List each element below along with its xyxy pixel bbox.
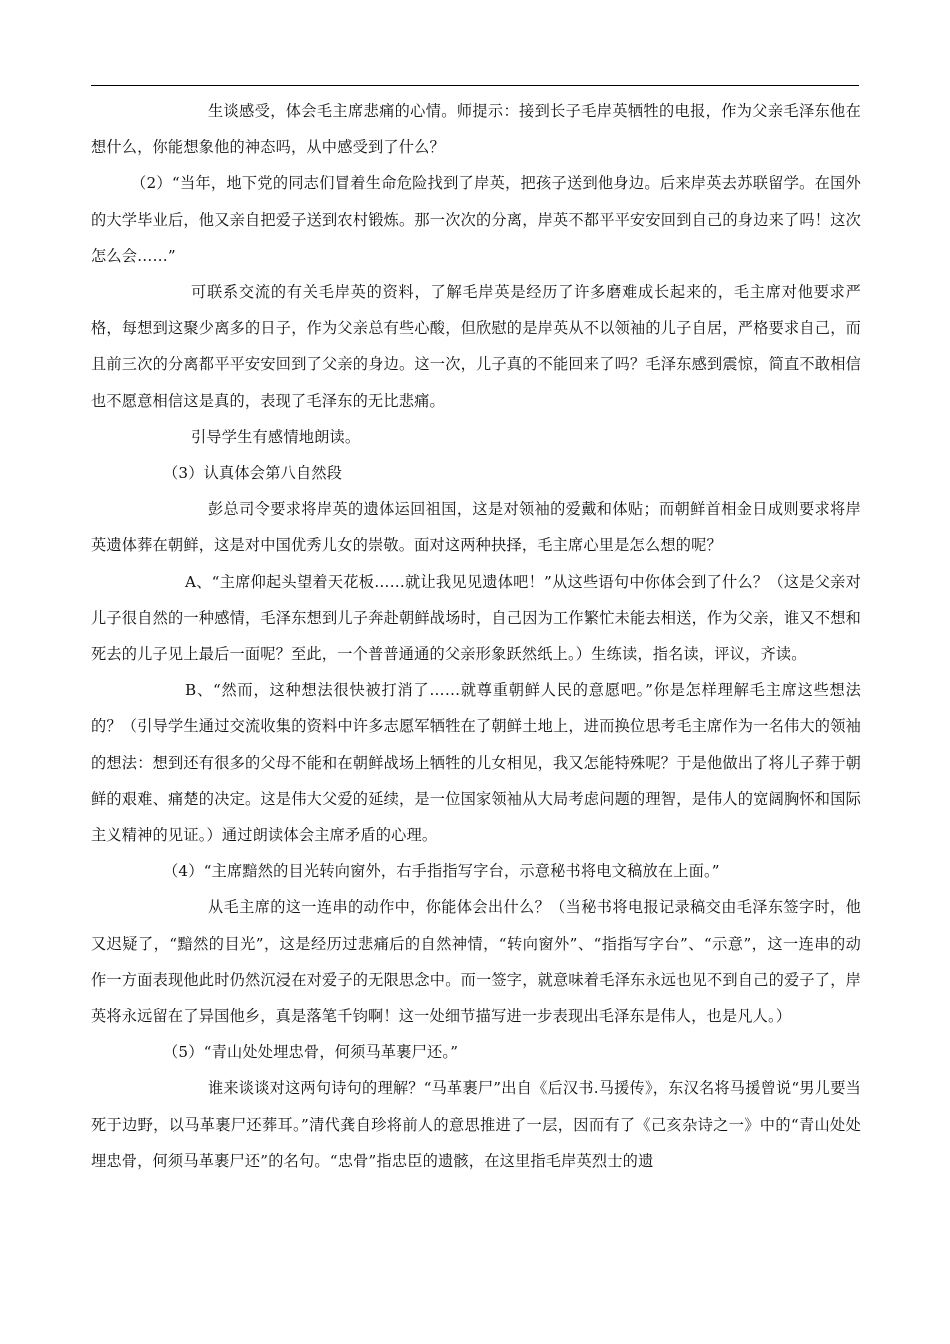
paragraph-student-feelings: 生谈感受，体会毛主席悲痛的心情。师提示：接到长子毛岸英牺牲的电报，作为父亲毛泽东他在想什么，你能想象他的神态吗，从中感受到了什么？ — [91, 102, 861, 157]
document-body — [91, 93, 861, 1179]
header-rule — [91, 85, 859, 86]
paragraph-item-3-heading: （3）认真体会第八自然段 — [163, 464, 343, 483]
paragraph-item-2-quote: （2）“当年，地下党的同志们冒着生命危险找到了岸英，把孩子送到他身边。后来岸英去苏联留学。在国外的大学毕业后，他又亲自把爱子送到农村锻炼。那一次次的分离，岸英不都平平安安回到自己的身边来了吗！这次怎么会……” — [91, 174, 861, 265]
paragraph-guided-reading: 引导学生有感情地朗读。 — [191, 427, 361, 446]
paragraph-item-4-quote: （4）“主席黯然的目光转向窗外，右手指指写字台，示意秘书将电文稿放在上面。” — [163, 862, 720, 881]
paragraph-item-3-a: A、“主席仰起头望着天花板……就让我见见遗体吧！”从这些语句中你体会到了什么？（这是父亲对儿子很自然的一种感情，毛泽东想到儿子奔赴朝鲜战场时，自己因为工作繁忙未能去相送，作为父亲，谁又不想和死去的儿子见上最后一面呢？至此，一个普普通通的父亲形象跃然纸上。）生练读，指名读，评议，齐读。 — [91, 572, 861, 664]
paragraph-item-3-intro: 彭总司令要求将岸英的遗体运回祖国，这是对领袖的爱戴和体贴；而朝鲜首相金日成则要求将岸英遗体葬在朝鲜，这是对中国优秀儿女的崇敬。面对这两种抉择，毛主席心里是怎么想的呢？ — [91, 500, 861, 555]
paragraph-item-5-quote: （5）“青山处处埋忠骨，何须马革裹尸还。” — [163, 1043, 459, 1062]
paragraph-item-5-explanation: 谁来谈谈对这两句诗句的理解？“马革裹尸”出自《后汉书.马援传》，东汉名将马援曾说“男儿要当死于边野，以马革裹尸还葬耳。”清代龚自珍将前人的意思推进了一层，因而有了《己亥杂诗之一》中的“青山处处埋忠骨，何须马革裹尸还”的名句。“忠骨”指忠臣的遗骸，在这里指毛岸英烈士的遗 — [91, 1079, 861, 1170]
paragraph-item-4-explanation: 从毛主席的这一连串的动作中，你能体会出什么？（当秘书将电报记录稿交由毛泽东签字时，他又迟疑了，“黯然的目光”，这是经历过悲痛后的自然神情，“转向窗外”、“指指写字台”、“示意”，这一连串的动作一方面表现他此时仍然沉浸在对爱子的无限思念中。而一签字，就意味着毛泽东永远也见不到自己的爱子了，岸英将永远留在了异国他乡，真是落笔千钧啊！这一处细节描写进一步表现出毛泽东是伟人，也是凡人。） — [91, 898, 861, 1026]
paragraph-item-2-explanation: 可联系交流的有关毛岸英的资料，了解毛岸英是经历了许多磨难成长起来的，毛主席对他要求严格，每想到这聚少离多的日子，作为父亲总有些心酸，但欣慰的是岸英从不以领袖的儿子自居，严格要求自己，而且前三次的分离都平平安安回到了父亲的身边。这一次，儿子真的不能回来了吗？毛泽东感到震惊，简直不敢相信也不愿意相信这是真的，表现了毛泽东的无比悲痛。 — [91, 283, 861, 410]
paragraph-item-3-b: B、“然而，这种想法很快被打消了……就尊重朝鲜人民的意愿吧。”你是怎样理解毛主席这些想法的？（引导学生通过交流收集的资料中许多志愿军牺牲在了朝鲜土地上，进而换位思考毛主席作为一名伟大的领袖的想法：想到还有很多的父母不能和在朝鲜战场上牺牲的儿女相见，我又怎能特殊呢？于是他做出了将儿子葬于朝鲜的艰难、痛楚的决定。这是伟大父爱的延续，是一位国家领袖从大局考虑问题的理智，是伟人的宽阔胸怀和国际主义精神的见证。）通过朗读体会主席矛盾的心理。 — [91, 681, 861, 845]
